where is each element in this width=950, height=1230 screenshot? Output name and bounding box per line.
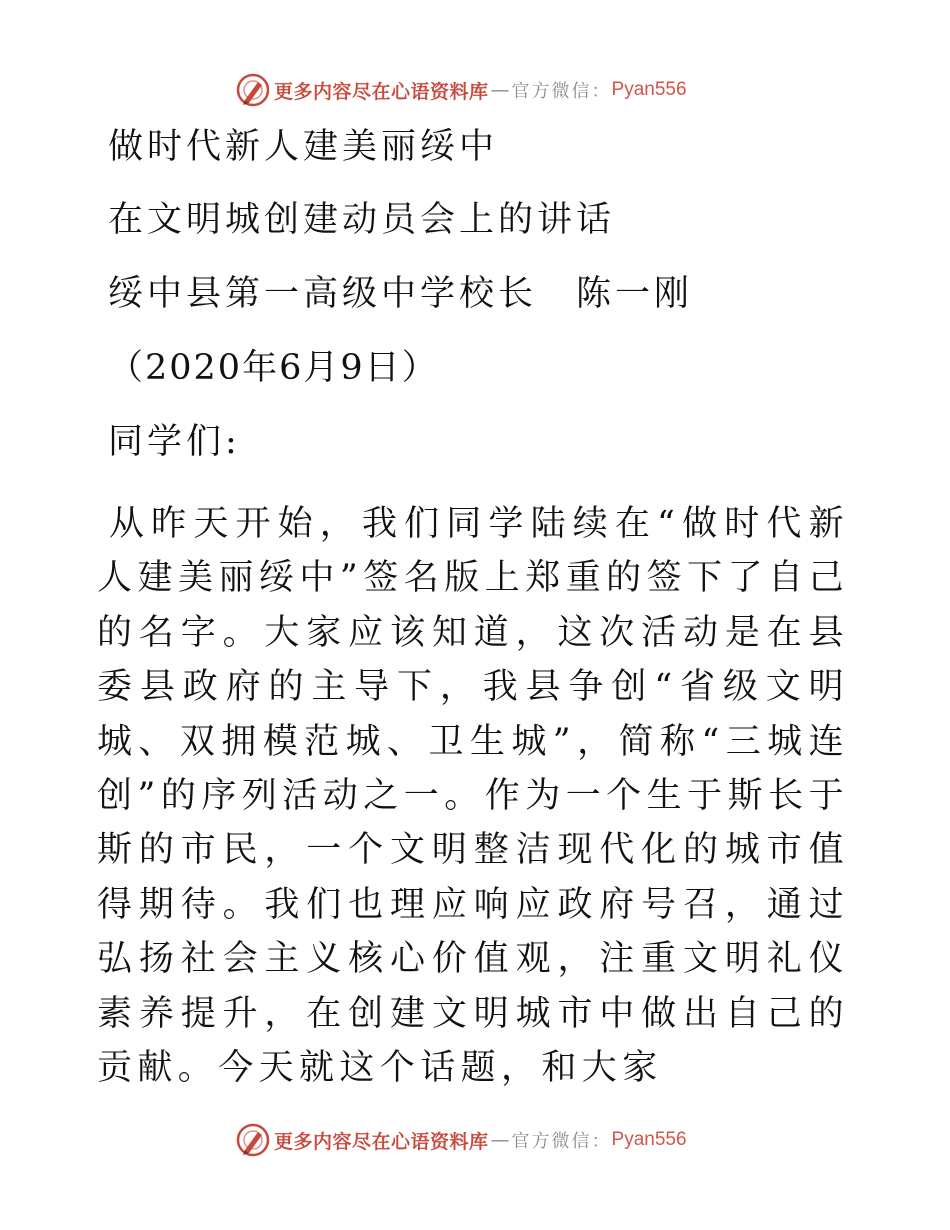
watermark-account: Pyan556 (611, 1129, 687, 1150)
watermark-official-label: 官方微信： (511, 81, 612, 102)
date-line: （2020年6月9日） (108, 348, 439, 388)
watermark-main-text: 更多内容尽在心语资料库 (274, 80, 489, 103)
footer-watermark (236, 1122, 687, 1158)
pen-logo-icon (236, 73, 270, 107)
watermark-dash: — (490, 1129, 510, 1151)
header-watermark (236, 72, 687, 108)
watermark-official-label: 官方微信： (511, 1131, 612, 1152)
watermark-main-text: 更多内容尽在心语资料库 (274, 1130, 489, 1153)
watermark-account: Pyan556 (611, 79, 687, 100)
document-title: 做时代新人建美丽绥中 (108, 127, 499, 167)
body-paragraph: 从昨天开始，我们同学陆续在“做时代新人建美丽绥中”签名版上郑重的签下了自己的名字。大家应该知道，这次活动是在县委县政府的主导下，我县争创“省级文明城、双拥模范城、卫生城”，简称“三城连创”的序列活动之一。作为一个生于斯长于斯的市民，一个文明整洁现代化的城市值得期待。我们也理应响应政府号召，通过弘扬社会主义核心价值观，注重文明礼仪素养提升，在创建文明城市中做出自己的贡献。今天就这个话题，和大家 (97, 504, 849, 1089)
pen-logo-icon (236, 1123, 270, 1157)
watermark-dash: — (490, 79, 510, 101)
speaker-line: 绥中县第一高级中学校长 陈一刚 (108, 274, 694, 314)
salutation: 同学们: (108, 422, 241, 462)
document-subtitle: 在文明城创建动员会上的讲话 (108, 200, 616, 240)
